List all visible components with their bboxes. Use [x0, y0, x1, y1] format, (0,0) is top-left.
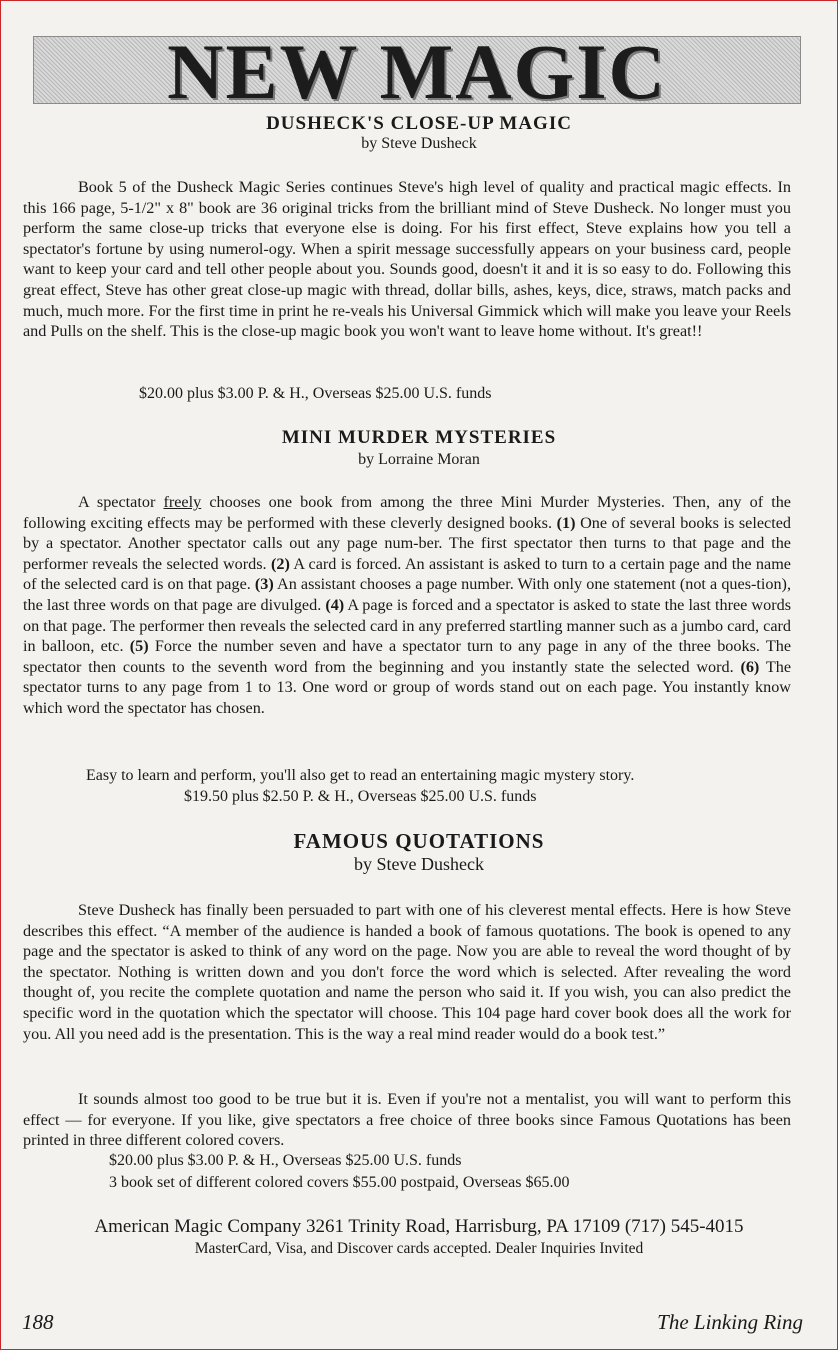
item-text: A card is forced. An assistant is asked to turn to a certain page and the name of the selected card is on that page.: [23, 554, 791, 594]
item-number: (1): [556, 513, 576, 532]
section-title-closeup: DUSHECK'S CLOSE-UP MAGIC: [266, 113, 572, 134]
item-text: One of several books is selected by a spectator. Another spectator calls out any page num-ber. The first spectator then turns to that page and the performer reveals the selected words.: [23, 513, 792, 573]
new-magic-banner: [33, 36, 801, 104]
item-text: The spectator turns to any page from 1 to 13. One word or group of words stand out on each page. You instantly know which word the spectator has chosen.: [23, 657, 791, 717]
journal-title: The Linking Ring: [657, 1310, 803, 1334]
paragraph-mini-murder: [23, 492, 791, 719]
byline-mini-murder: by Lorraine Moran: [358, 451, 480, 468]
paragraph-famous-quotations-2: It sounds almost too good to be true but it is. Even if you're not a mentalist, you will want to perform this effect — for everyone. If you like, give spectators a free choice of three books since Famous Quotations has been printed in three different colored covers.: [23, 1090, 791, 1150]
company-address: American Magic Company 3261 Trinity Road, Harrisburg, PA 17109 (717) 545-4015: [94, 1216, 744, 1237]
section-title-mini-murder: MINI MURDER MYSTERIES: [281, 427, 557, 448]
text-run: chooses one book from among the three Mini Murder Mysteries. Then, any of the following exciting effects may be performed with these cleverly designed books.: [23, 493, 791, 532]
underlined-word: freely: [163, 493, 202, 511]
byline-famous-quotations: by Steve Dusheck: [354, 854, 484, 874]
price-mini-murder: $19.50 plus $2.50 P. & H., Overseas $25.00 U.S. funds: [184, 788, 537, 805]
paragraph-famous-quotations-1: Steve Dusheck has finally been persuaded to part with one of his cleverest mental effects. Here is how Steve describes this effect. “A member of the audience is handed a book of famous quotations. The book is opened to any page and the spectator is asked to think of any word on the page. Now you are able to reveal the word thought of by the spectator. Nothing is written down and you don't force the word which is selected. After revealing the word thought of, you recite the complete quotation and name the person who said it. If you wish, you can also predict the specific word in the quotation which the spectator will choose. This 104 page hard cover book does all the work for you. All you need add is the presentation. This is the way a real mind reader would do a book test.”: [23, 901, 791, 1043]
item-number: (2): [271, 554, 290, 573]
section-title-famous-quotations: FAMOUS QUOTATIONS: [293, 829, 545, 853]
item-text: An assistant chooses a page number. With only one statement (not a ques-tion), the last three words on that page are divulged.: [23, 575, 791, 614]
page-number: 188: [22, 1310, 54, 1334]
extra-mini-murder: Easy to learn and perform, you'll also get to read an entertaining magic mystery story.: [86, 767, 635, 784]
item-text: Force the number seven and have a spectator turn to any page in any of the three books. The spectator then counts to the seventh word from the beginning and you instantly state the selected word.: [23, 637, 792, 676]
price-famous-quotations: $20.00 plus $3.00 P. & H., Overseas $25.00 U.S. funds: [109, 1152, 462, 1169]
price-closeup: $20.00 plus $3.00 P. & H., Overseas $25.00 U.S. funds: [139, 385, 492, 402]
price-book-set: 3 book set of different colored covers $55.00 postpaid, Overseas $65.00: [109, 1174, 570, 1191]
item-number: (4): [325, 595, 345, 614]
byline-closeup: by Steve Dusheck: [361, 135, 477, 152]
item-number: (3): [254, 575, 274, 594]
paragraph-closeup: Book 5 of the Dusheck Magic Series continues Steve's high level of quality and practical magic effects. In this 166 page, 5-1/2" x 8" book are 36 original tricks from the brilliant mind of Steve Dusheck. No longer must you perform the same close-up tricks that everyone else is doing. For his first effect, Steve explains how you tell a spectator's fortune by using numerol-ogy. When a spirit message successfully appears on your business card, people want to keep your card and tell other people about you. Sounds good, doesn't it and it is so easy to do. Following this great effect, Steve has other great close-up magic with thread, dollar bills, ashes, keys, dice, straws, match packs and much, much more. For the first time in print he re-veals his Universal Gimmick which will make you leave your Reels and Pulls on the shelf. This is the close-up magic book you won't want to leave home without. It's great!!: [23, 178, 791, 341]
banner-text: NEW MAGIC: [167, 36, 667, 104]
text-run: A spectator: [78, 493, 164, 511]
item-number: (6): [740, 657, 760, 676]
payment-info: MasterCard, Visa, and Discover cards accepted. Dealer Inquiries Invited: [194, 1240, 644, 1257]
item-text: A page is forced and a spectator is asked to state the last three words on that page. The performer then reveals the selected card in any preferred startling manner such as a jumbo card, card in balloon, etc.: [23, 595, 791, 656]
item-number: (5): [129, 637, 149, 656]
